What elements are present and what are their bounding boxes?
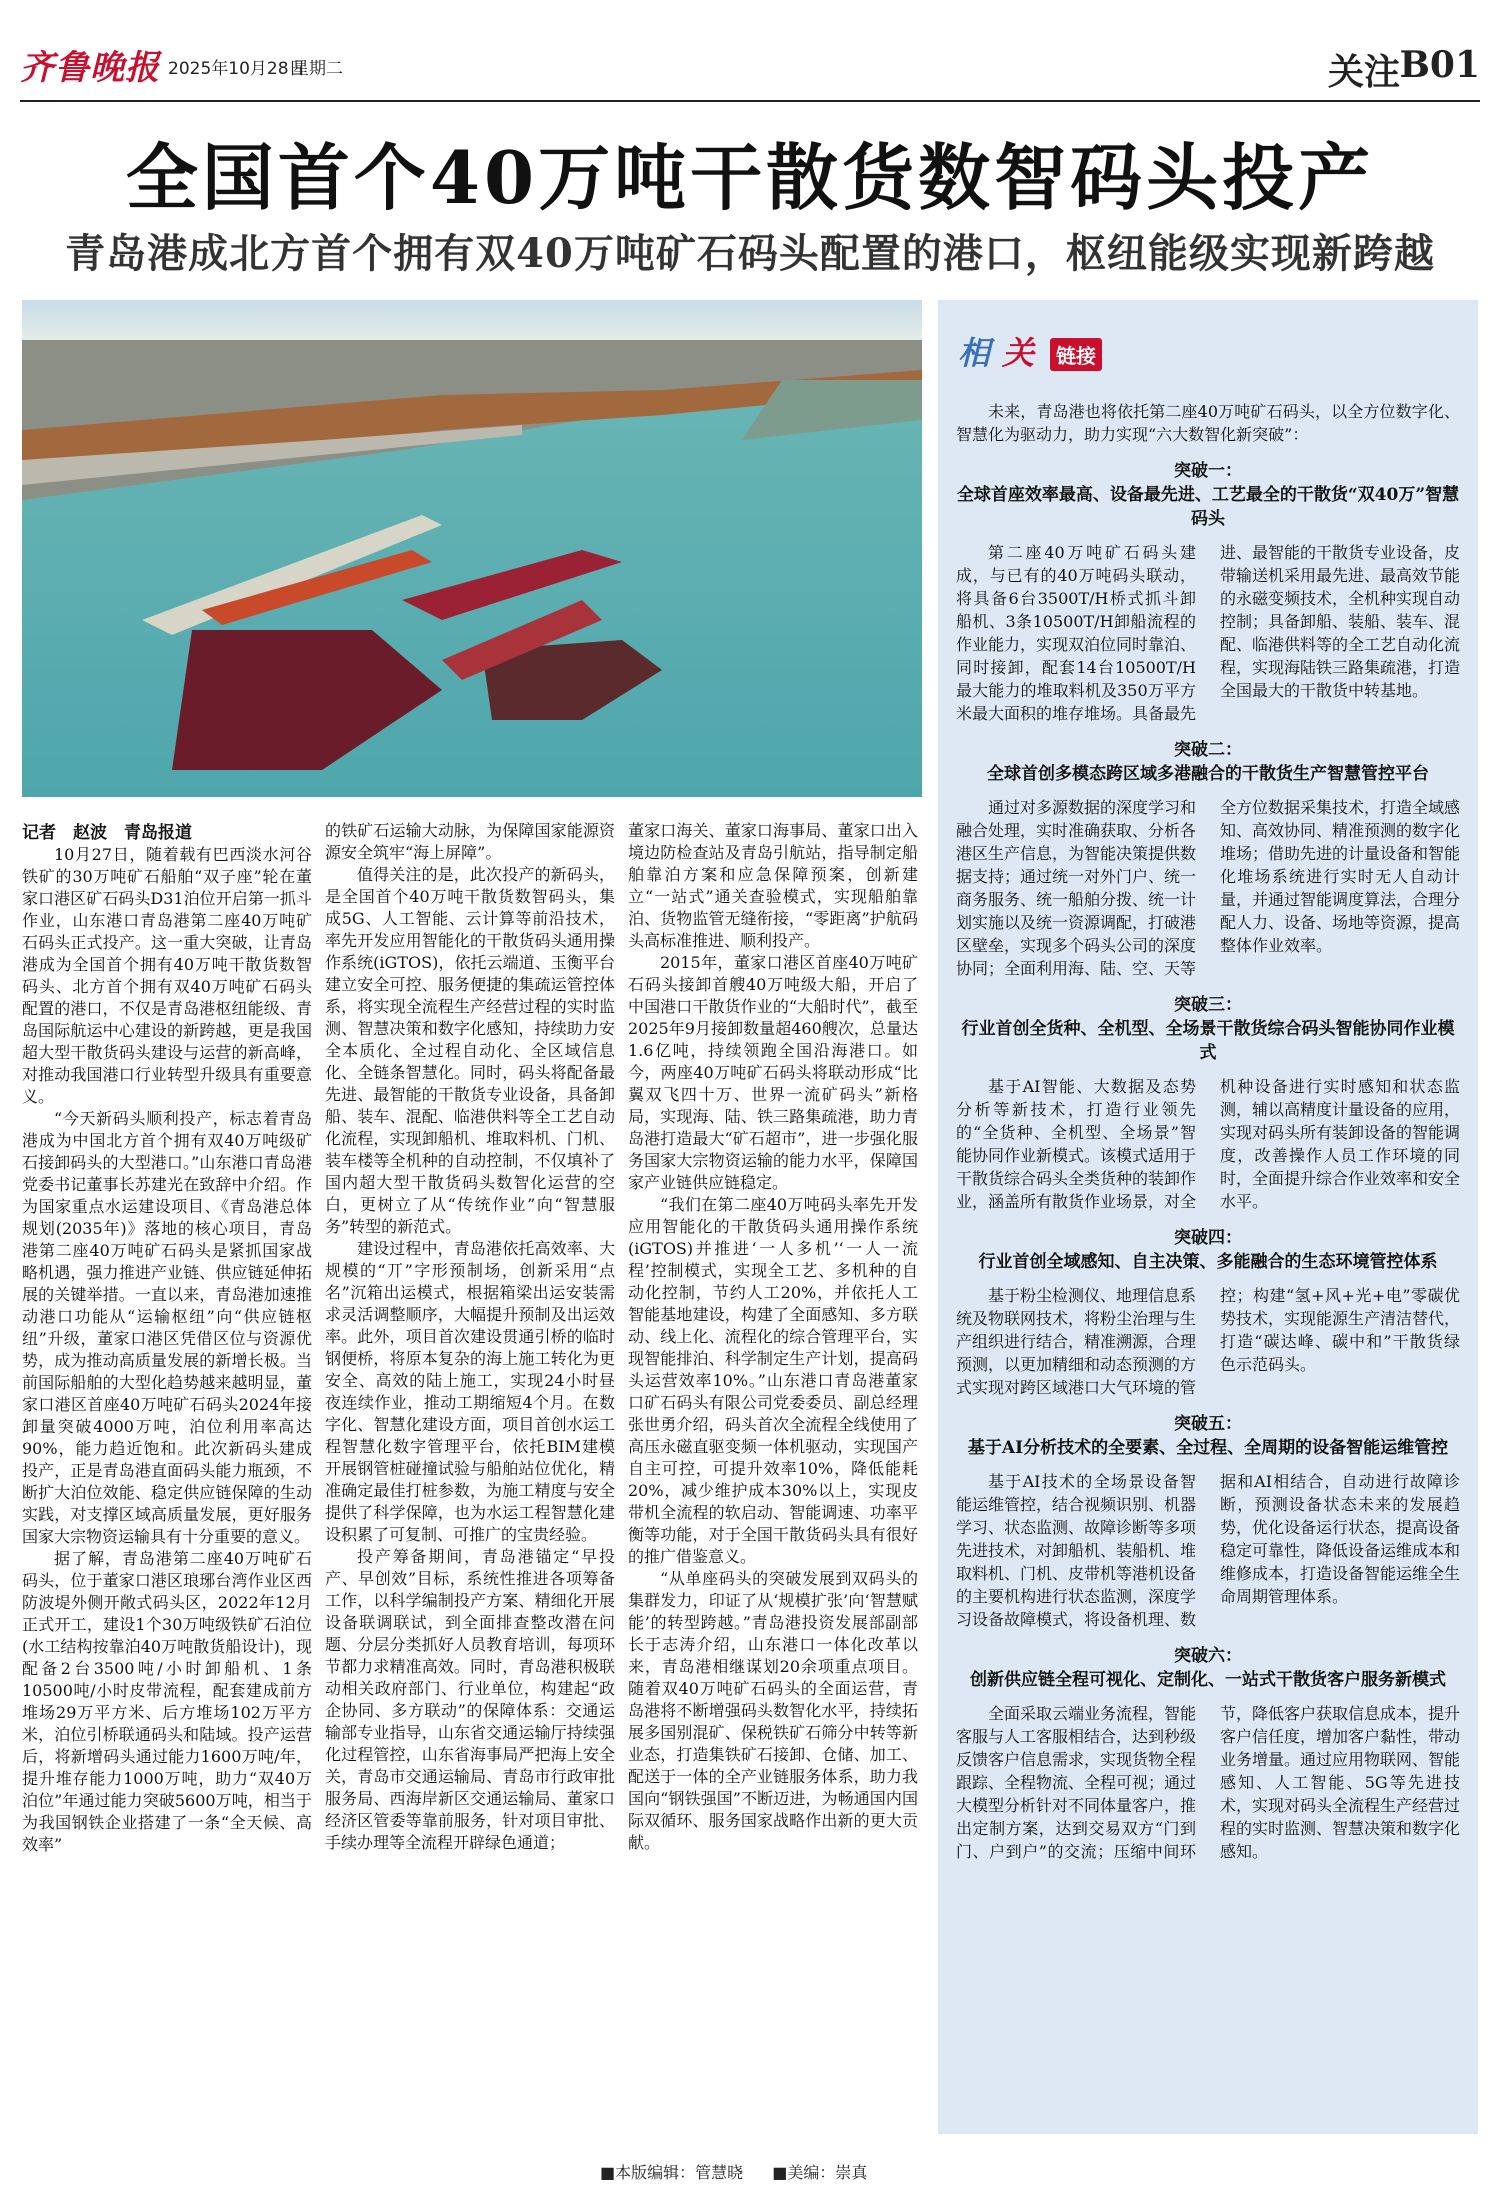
- article-paragraph: “我们在第二座40万吨码头率先开发应用智能化的干散货码头通用操作系统(iGTOS)并推进‘一人多机’‘一人一流程’控制模式，实现全工艺、多机种的自动化控制，节约人工20%，并依托人工智能基地建设，构建了全面感知、多方联动、线上化、流程化的综合管理平台，实现智能排泊、科学制定生产计划，提高码头运营效率10%。”山东港口青岛港董家口矿石码头有限公司党委委员、副总经理张世勇介绍，码头首次全流程全线使用了高压永磁直驱变频一体机驱动，实现国产自主可控，可提升效率10%，降低能耗20%，减少维护成本30%以上，实现皮带机全流程的软启动、智能调速、功率平衡等功能，对于全国干散货码头具有很好的推广借鉴意义。: [628, 1195, 918, 1566]
- paper-logo: 齐鲁晚报: [20, 48, 160, 88]
- breakthrough-paragraph: 第二座40万吨矿石码头建成，与已有的40万吨码头联动，将具备6台3500T/H桥式抓斗卸船机、3条10500T/H卸船流程的作业能力，实现双泊位同时靠泊、同时接卸，配套14台10500T/H最大能力的堆取料机及350万平方米最大面积的堆存堆场。具备最先进、最智能的干散货专业设备，皮带输送机采用最先进、最高效节能的永磁变频技术，全机种实现自动控制；具备卸船、装船、装车、混配、临港供料等的全工艺自动化流程，实现海陆铁三路集疏港，打造全国最大的干散货中转基地。: [956, 543, 1461, 723]
- tag-char-2: 关: [1002, 334, 1035, 372]
- article-paragraph: 投产筹备期间，青岛港锚定“早投产、早创效”目标，系统性推进各项筹备工作，以科学编制投产方案、精细化开展设备联调联试，到全面排查整改潜在问题、分层分类抓好人员教育培训，每项环节都力求精准高效。同时，青岛港积极联动相关政府部门、行业单位，构建起“政企协同、多方联动”的保障体系：交通运输部专业指导，山东省交通运输厅持续强化过程管控，山东省海事局严把海上安全关，青岛市交通运输局、青岛市行政审批服务局、西海岸新区交通运输局、董家口经济区管委等靠前服务，针对项目审批、手续办理等全流程开辟绿色通道；: [325, 1547, 615, 1852]
- breakthrough-label: 突破六：: [1174, 1646, 1242, 1666]
- breakthrough-label: 突破三：: [1174, 995, 1242, 1015]
- breakthrough-title: 行业首创全货种、全机型、全场景干散货综合码头智能协同作业模式: [961, 1019, 1455, 1063]
- breakthrough-text: [956, 1470, 1460, 1631]
- breakthrough-paragraph: 基于AI智能、大数据及态势分析等新技术，打造行业领先的“全货种、全机型、全场景”智能协同作业新模式。该模式适用于干散货综合码头全类货种的装卸作业，涵盖所有散货作业场景，对全机种设备进行实时感知和状态监测，辅以高精度计量设备的应用，实现对码头所有装卸设备的智能调度，改善操作人员工作环境的同时，全面提升综合作业效率和安全水平。: [956, 1077, 1461, 1211]
- article-paragraph: 的铁矿石运输大动脉，为保障国家能源资源安全筑牢“海上屏障”。: [325, 821, 615, 862]
- breakthrough-text: [956, 796, 1460, 980]
- subheadline: 青岛港成北方首个拥有双40万吨矿石码头配置的港口，枢纽能级实现新跨越: [65, 230, 1435, 277]
- footer-designer: ■美编：崇真: [772, 2163, 868, 2182]
- breakthrough-text: [956, 1075, 1460, 1213]
- article-paragraph: “从单座码头的突破发展到双码头的集群发力，印证了从‘规模扩张’向‘智慧赋能’的转型跨越。”青岛港投资发展部副部长于志涛介绍，山东港口一体化改革以来，青岛港相继谋划20余项重点项目。随着双40万吨矿石码头的全面运营，青岛港将不断增强码头数智化水平，持续拓展多国别混矿、保税铁矿石筛分中转等新业态，打造集铁矿石接卸、仓储、加工、配送于一体的全产业链服务体系，助力我国向“钢铁强国”不断迈进，为畅通国内国际双循环、服务国家战略作出新的更大贡献。: [628, 1569, 918, 1852]
- breakthrough-title: 全球首创多模态跨区域多港融合的干散货生产智慧管控平台: [987, 764, 1429, 784]
- breakthrough-title: 基于AI分析技术的全要素、全过程、全周期的设备智能运维管控: [967, 1438, 1449, 1458]
- section-name: 关注: [1327, 51, 1400, 93]
- breakthrough-paragraph: 通过对多源数据的深度学习和融合处理，实时准确获取、分析各港区生产信息，为智能决策提供数据支持；通过统一对外门户、统一商务服务、统一船舶分拨、统一计划实施以及统一资源调配，打破港区壁垒，实现多个码头公司的深度协同；全面利用海、陆、空、天等全方位数据采集技术，打造全域感知、高效协同、精准预测的数字化堆场；借助先进的计量设备和智能化堆场系统进行实时无人自动计量，并通过智能调度算法，合理分配人力、设备、场地等资源，提高整体作业效率。: [956, 798, 1461, 978]
- sidebar-body: [956, 400, 1460, 1863]
- header-rule: [20, 100, 1480, 102]
- article-column-2: [325, 820, 615, 2110]
- breakthrough-paragraph: 基于粉尘检测仪、地理信息系统及物联网技术，将粉尘治理与生产组织进行结合，精准溯源，合理预测，以更加精细和动态预测的方式实现对跨区域港口大气环境的管控；构建“氢+风+光+电”零碳优势技术，实现能源生产清洁替代，打造“碳达峰、碳中和”干散货绿色示范码头。: [956, 1286, 1461, 1397]
- tag-link-label: 链接: [1050, 338, 1102, 371]
- breakthrough-paragraph: 全面采取云端业务流程，智能客服与人工客服相结合，达到秒级反馈客户信息需求，实现货物全程跟踪、全程物流、全程可视；通过大模型分析针对不同体量客户，推出定制方案，达到交易双方“门到门、户到户”的交流；压缩中间环节，降低客户获取信息成本，提升客户信任度，增加客户黏性，带动业务增量。通过应用物联网、智能感知、人工智能、5G等先进技术，实现对码头全流程生产经营过程的实时监测、智慧决策和数字化感知。: [956, 1704, 1461, 1861]
- breakthrough-title: 全球首座效率最高、设备最先进、工艺最全的干散货“双40万”智慧码头: [956, 485, 1460, 529]
- tag-char-1: 相: [958, 334, 991, 372]
- related-links-sidebar: [938, 300, 1478, 2134]
- article-paragraph: “今天新码头顺利投产，标志着青岛港成为中国北方首个拥有双40万吨级矿石接卸码头的大型港口。”山东港口青岛港党委书记董事长苏建光在致辞中介绍。作为国家重点水运建设项目、《青岛港总体规划(2035年)》落地的核心项目，青岛港第二座40万吨矿石码头是紧抓国家战略机遇，强力推进产业链、供应链延伸拓展的关键举措。一直以来，青岛港加速推动港口功能从“运输枢纽”向“供应链枢纽”升级，董家口港区凭借区位与资源优势，成为推动高质量发展的新增长极。当前国际船舶的大型化趋势越来越明显，董家口港区首座40万吨矿石码头2024年接卸量突破4000万吨，泊位利用率高达90%，能力趋近饱和。此次新码头建成投产，正是青岛港直面码头能力瓶颈，不断扩大泊位效能、稳定供应链保障的生动实践，对支撑区域高质量发展，更好服务国家大宗物资运输具有十分重要的意义。: [22, 1109, 312, 1546]
- breakthrough-item: [956, 739, 1460, 980]
- issue-date: 2025年10月28日: [168, 59, 306, 79]
- footer-editor: ■本版编辑：管慧晓: [600, 2163, 744, 2182]
- article-paragraph: 值得关注的是，此次投产的新码头，是全国首个40万吨干散货数智码头，集成5G、人工智能、云计算等前沿技术，率先开发应用智能化的干散货码头通用操作系统(iGTOS)，依托云端道、玉衡平台建立安全可控、服务便捷的集疏运管控体系，将实现全流程生产经营过程的实时监测、智慧决策和数字化感知，持续助力安全本质化、全过程自动化、全区域信息化、全链条智慧化。同时，码头将配备最先进、最智能的干散货专业设备，具备卸船、装车、混配、临港供料等全工艺自动化流程，实现卸船机、堆取料机、门机、装车楼等全机种的自动控制，不仅填补了国内超大型干散货码头数智化运营的空白，更树立了从“传统作业”向“智慧服务”转型的新范式。: [325, 865, 615, 1236]
- port-photo-icon: [22, 300, 922, 797]
- masthead: [20, 40, 1480, 96]
- breakthrough-item: [956, 1645, 1460, 1863]
- headline: 全国首个40万吨干散货数智码头投产: [125, 135, 1375, 220]
- article-paragraph: 据了解，青岛港第二座40万吨矿石码头，位于董家口港区琅琊台湾作业区西防波堤外侧开敞式码头区，2022年12月正式开工，建设1个30万吨级铁矿石泊位(水工结构按靠泊40万吨散货船设计)，现配备2台3500吨/小时卸船机、1条10500吨/小时皮带流程，配套建成前方堆场29万平方米、后方堆场102万平方米，泊位引桥联通码头和陆域。投产运营后，将新增码头通过能力1600万吨/年，提升堆存能力1000万吨，助力“双40万泊位”年通过能力突破5600万吨，相当于为我国钢铁企业搭建了一条“全天候、高效率”: [22, 1549, 312, 1854]
- sidebar-intro: 未来，青岛港也将依托第二座40万吨矿石码头，以全方位数字化、智慧化为驱动力，助力实现“六大数智化新突破”：: [956, 402, 1460, 444]
- breakthrough-text: [956, 1284, 1460, 1399]
- breakthrough-title: 创新供应链全程可视化、定制化、一站式干散货客户服务新模式: [970, 1670, 1446, 1690]
- breakthrough-item: [956, 460, 1460, 725]
- breakthrough-label: 突破五：: [1174, 1414, 1242, 1434]
- article-paragraph: 董家口海关、董家口海事局、董家口出入境边防检查站及青岛引航站，指导制定船舶靠泊方案和应急保障预案，创新建立“一站式”通关查验模式，实现船舶靠泊、货物监管无缝衔接，“零距离”护航码头高标准推进、顺利投产。: [628, 821, 918, 950]
- breakthrough-item: [956, 994, 1460, 1213]
- breakthrough-text: [956, 1702, 1460, 1863]
- breakthrough-label: 突破四：: [1174, 1228, 1242, 1248]
- page-number: B01: [1399, 44, 1480, 86]
- related-links-tag: [958, 324, 1138, 384]
- breakthrough-title: 行业首创全域感知、自主决策、多能融合的生态环境管控体系: [978, 1252, 1438, 1272]
- article-paragraph: 2015年，董家口港区首座40万吨矿石码头接卸首艘40万吨级大船，开启了中国港口干散货作业的“大船时代”，截至2025年9月接卸数量超460艘次，总量达1.6亿吨，持续领跑全国沿海港口。如今，两座40万吨矿石码头将联动形成“比翼双飞四十万、世界一流矿码头”新格局，实现海、陆、铁三路集疏港，助力青岛港打造最大“矿石超市”，进一步强化服务国家大宗物资运输的能力水平，保障国家产业链供应链稳定。: [628, 953, 918, 1192]
- port-photo: [22, 300, 922, 797]
- issue-weekday: 星期二: [292, 59, 343, 79]
- page-footer: [600, 2160, 891, 2183]
- article-paragraph: 10月27日，随着载有巴西淡水河谷铁矿的30万吨矿石船舶“双子座”轮在董家口港区矿石码头D31泊位开启第一抓斗作业，山东港口青岛港第二座40万吨矿石码头正式投产。这一重大突破，让青岛港成为全国首个拥有40万吨干散货数智码头、北方首个拥有双40万吨矿石码头配置的港口，不仅是青岛港枢纽能级、青岛国际航运中心建设的新跨越，更是我国超大型干散货码头建设与运营的新高峰，对推动我国港口行业转型升级具有重要意义。: [22, 845, 312, 1106]
- breakthrough-item: [956, 1413, 1460, 1631]
- article-paragraph: 建设过程中，青岛港依托高效率、大规模的“丌”字形预制场，创新采用“点名”沉箱出运模式，根据箱梁出运安装需求灵活调整顺序，大幅提升预制及出运效率。此外，项目首次建设贯通引桥的临时钢便桥，将原本复杂的海上施工转化为更安全、高效的陆上施工，实现24小时昼夜连续作业，推动工期缩短4个月。在数字化、智慧化建设方面，项目首创水运工程智慧化数字管理平台，依托BIM建模开展钢管桩碰撞试验与船舶站位优化，精准确定最佳打桩参数，为施工精度与安全提供了科学保障，也为水运工程智慧化建设积累了可复制、可推广的宝贵经验。: [325, 1239, 615, 1544]
- breakthrough-label: 突破二：: [1174, 740, 1242, 760]
- breakthrough-text: [956, 541, 1460, 725]
- breakthrough-list: [956, 460, 1460, 1863]
- breakthrough-item: [956, 1227, 1460, 1399]
- byline: 记者 赵波 青岛报道: [22, 823, 192, 843]
- breakthrough-paragraph: 基于AI技术的全场景设备智能运维管控，结合视频识别、机器学习、状态监测、故障诊断等多项先进技术，对卸船机、装船机、堆取料机、门机、皮带机等港机设备的主要机构进行状态监测，深度学习设备故障模式，将设备机理、数据和AI相结合，自动进行故障诊断，预测设备状态未来的发展趋势，优化设备运行状态，提高设备稳定可靠性，降低设备运维成本和维修成本，打造设备智能运维全生命周期管理体系。: [956, 1472, 1461, 1629]
- article-column-3: [628, 820, 918, 2110]
- article-column-1: [22, 844, 312, 2134]
- breakthrough-label: 突破一：: [1174, 461, 1242, 481]
